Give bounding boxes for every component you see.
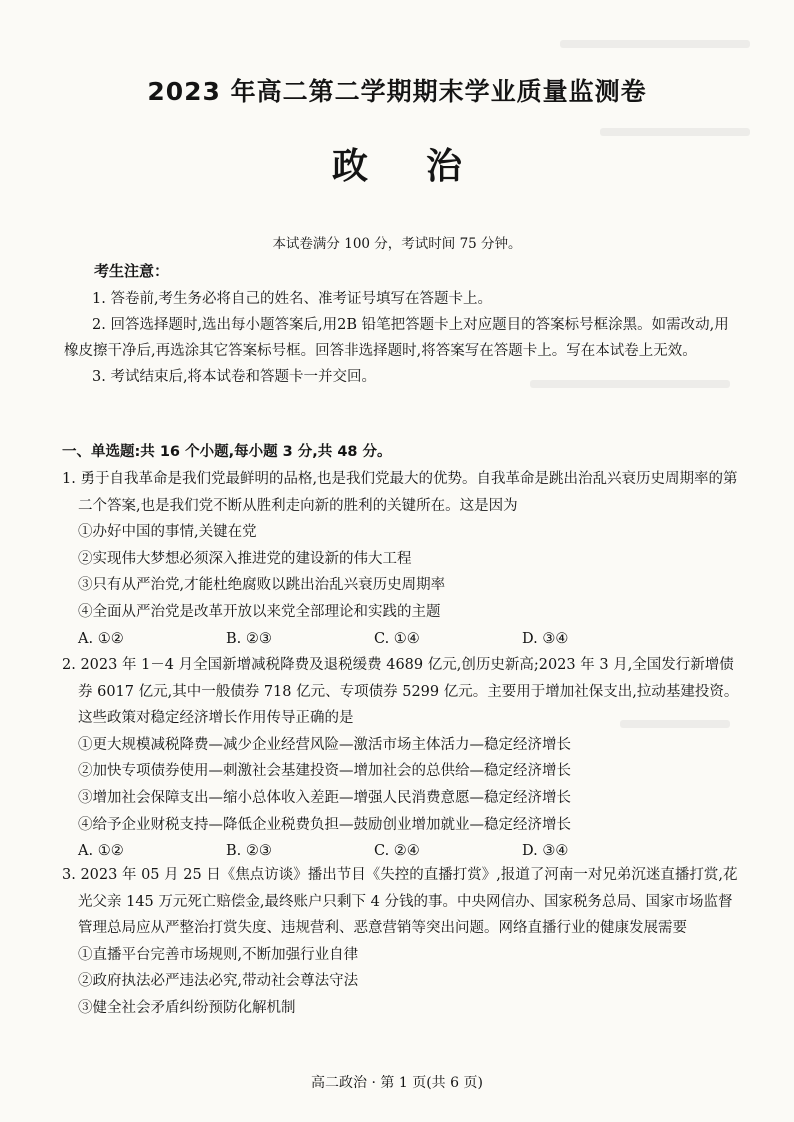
question-2 (62, 652, 742, 865)
choice-b: B. ②③ (226, 630, 272, 647)
choice-c: C. ①④ (374, 630, 420, 647)
answer-choices (62, 626, 742, 653)
bleed-through-mark (560, 40, 750, 48)
question-option: ②实现伟大梦想必须深入推进党的建设新的伟大工程 (78, 550, 412, 567)
exam-info: 本试卷满分 100 分，考试时间 75 分钟。 (272, 236, 522, 252)
question-stem: 1. 勇于自我革命是我们党最鲜明的品格,也是我们党最大的优势。自我革命是跳出治乱兴衰历史周期率的第二个答案,也是我们党不断从胜利走向新的胜利的关键所在。这是因为 (62, 471, 738, 514)
notice-item: 3. 考试结束后,将本试卷和答题卡一并交回。 (92, 369, 377, 385)
notice-item: 1. 答卷前,考生务必将自己的姓名、准考证号填写在答题卡上。 (92, 291, 493, 307)
answer-choices (62, 838, 742, 865)
question-option: ③增加社会保障支出—缩小总体收入差距—增强人民消费意愿—稳定经济增长 (78, 789, 571, 806)
notice-title: 考生注意： (94, 262, 170, 280)
choice-b: B. ②③ (226, 843, 272, 860)
question-option: ①直播平台完善市场规则,不断加强行业自律 (78, 946, 359, 963)
notice-list (64, 286, 736, 390)
notice-item: 2. 回答选择题时,选出每小题答案后,用2B 铅笔把答题卡上对应题目的答案标号框涂黑。如需改动,用橡皮擦干净后,再选涂其它答案标号框。回答非选择题时,将答案写在答题卡上。写在本试卷上无效。 (64, 317, 729, 359)
page-footer: 高二政治 · 第 1 页(共 6 页) (311, 1075, 483, 1091)
section-title: 一、单选题:共 16 个小题,每小题 3 分,共 48 分。 (62, 444, 392, 460)
bleed-through-mark (600, 128, 750, 136)
choice-d: D. ③④ (522, 630, 569, 647)
choice-a: A. ①② (78, 843, 124, 860)
question-option: ③只有从严治党,才能杜绝腐败以跳出治乱兴衰历史周期率 (78, 577, 446, 594)
question-3 (62, 862, 742, 1022)
question-option: ②加快专项债券使用—刺激社会基建投资—增加社会的总供给—稳定经济增长 (78, 763, 571, 780)
question-stem: 3. 2023 年 05 月 25 日《焦点访谈》播出节目《失控的直播打赏》,报道了河南一对兄弟沉迷直播打赏,花光父亲 145 万元死亡赔偿金,最终账户只剩下 4 分钱的事。中央网信办、国家税务总局、国家市场监督管理总局应从严整治打赏失度、违规营利、恶意营销等突出问题。网络直播行业的健康发展需要 (62, 867, 738, 937)
question-stem: 2. 2023 年 1－4 月全国新增减税降费及退税缓费 4689 亿元,创历史新高;2023 年 3 月,全国发行新增债券 6017 亿元,其中一般债券 718 亿元、专项债券 5299 亿元。主要用于增加社保支出,拉动基建投资。这些政策对稳定经济增长作用传导正确的是 (62, 657, 739, 727)
choice-d: D. ③④ (522, 843, 569, 860)
exam-title: 2023 年高二第二学期期末学业质量监测卷 (147, 77, 647, 106)
question-option: ①办好中国的事情,关键在党 (78, 524, 257, 541)
question-option: ②政府执法必严违法必究,带动社会尊法守法 (78, 973, 359, 990)
question-option: ③健全社会矛盾纠纷预防化解机制 (78, 999, 296, 1016)
question-option: ①更大规模减税降费—减少企业经营风险—激活市场主体活力—稳定经济增长 (78, 736, 571, 753)
subject-heading: 政治 (331, 146, 520, 187)
choice-a: A. ①② (78, 630, 124, 647)
question-option: ④全面从严治党是改革开放以来党全部理论和实践的主题 (78, 603, 441, 620)
question-1 (62, 466, 742, 652)
question-option: ④给予企业财税支持—降低企业税费负担—鼓励创业增加就业—稳定经济增长 (78, 816, 571, 833)
choice-c: C. ②④ (374, 843, 420, 860)
